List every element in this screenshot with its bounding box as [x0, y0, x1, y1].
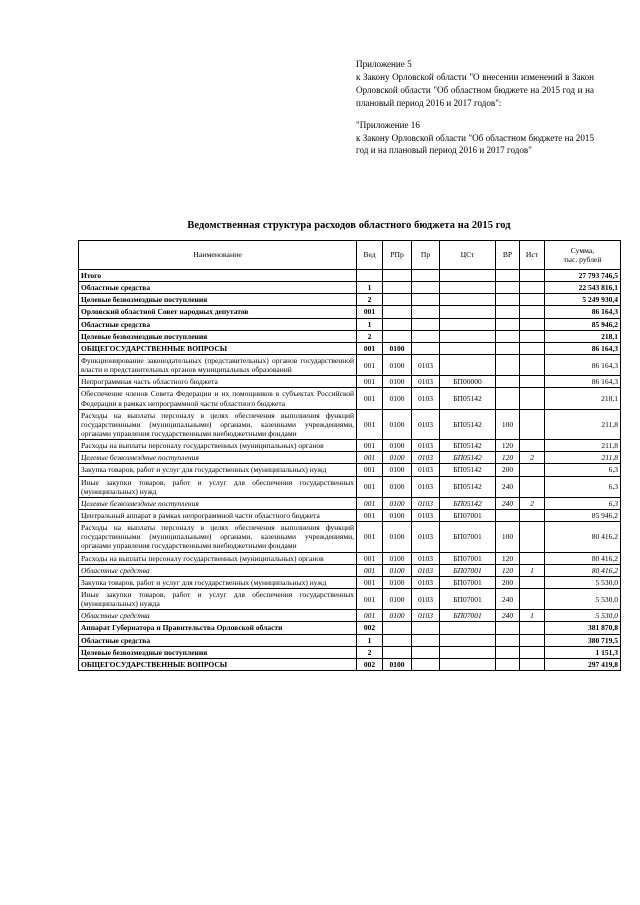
column-header-rpr: РПр: [383, 241, 412, 270]
cell-pr: 0103: [412, 464, 440, 476]
column-header-ved: Вед: [357, 241, 383, 270]
cell-pr: 0103: [412, 354, 440, 375]
cell-ist: [520, 440, 545, 452]
cell-name: Расходы на выплаты персоналу в целях обеспечения выполнения функций государственными (муниципальными) органами, казенными учреждениями, органами управления государственными внебюджетными фондами: [79, 409, 357, 439]
cell-rpr: 0100: [383, 476, 412, 497]
table-row: [79, 318, 621, 330]
cell-name: Обеспечение членов Совета Федерации и их помощников в субъектах Российской Федерации в рамках непрограммной части областного бюджета: [79, 388, 357, 409]
cell-ved: 1: [357, 282, 383, 294]
appendix-reference-1: [356, 58, 594, 110]
cell-rpr: 0100: [383, 354, 412, 375]
cell-pr: 0103: [412, 440, 440, 452]
cell-vr: [496, 342, 520, 354]
cell-pr: 0103: [412, 409, 440, 439]
cell-name: Центральный аппарат в рамках непрограммной части областного бюджета: [79, 509, 357, 521]
cell-rpr: 0100: [383, 409, 412, 439]
table-row: [79, 509, 621, 521]
cell-vr: [496, 509, 520, 521]
cell-cst: БП05142: [440, 476, 496, 497]
cell-cst: БП05142: [440, 388, 496, 409]
cell-pr: [412, 282, 440, 294]
cell-ved: 001: [357, 588, 383, 609]
cell-pr: 0103: [412, 610, 440, 622]
cell-vr: [496, 376, 520, 388]
table-row: [79, 476, 621, 497]
cell-rpr: [383, 306, 412, 318]
cell-name: Областные средства: [79, 564, 357, 576]
column-header-cst: ЦСт: [440, 241, 496, 270]
cell-rpr: 0100: [383, 588, 412, 609]
cell-sum: 86 164,3: [545, 342, 621, 354]
cell-rpr: 0100: [383, 658, 412, 670]
cell-sum: 6,3: [545, 497, 621, 509]
cell-ved: 001: [357, 564, 383, 576]
cell-name: Целевые безвозмездные поступления: [79, 330, 357, 342]
column-header-sum-line1: Сумма,: [570, 245, 595, 255]
cell-name: Закупка товаров, работ и услуг для государственных (муниципальных) нужд: [79, 464, 357, 476]
cell-pr: [412, 658, 440, 670]
cell-cst: [440, 282, 496, 294]
column-header-pr: Пр: [412, 241, 440, 270]
cell-ved: 001: [357, 342, 383, 354]
cell-vr: [496, 270, 520, 282]
cell-ist: [520, 622, 545, 634]
cell-vr: [496, 354, 520, 375]
table-header: [79, 241, 621, 270]
cell-name: Целевые безвозмездные поступления: [79, 452, 357, 464]
cell-sum: 211,8: [545, 452, 621, 464]
cell-cst: БП07001: [440, 552, 496, 564]
cell-vr: 120: [496, 564, 520, 576]
cell-sum: 380 719,5: [545, 634, 621, 646]
cell-name: Непрограммная часть областного бюджета: [79, 376, 357, 388]
cell-ved: 001: [357, 497, 383, 509]
cell-sum: 211,8: [545, 409, 621, 439]
cell-ved: 001: [357, 388, 383, 409]
cell-cst: [440, 622, 496, 634]
cell-rpr: [383, 294, 412, 306]
cell-ist: [520, 354, 545, 375]
cell-vr: [496, 622, 520, 634]
cell-pr: [412, 330, 440, 342]
cell-vr: [496, 658, 520, 670]
table-row: [79, 440, 621, 452]
cell-cst: БП05142: [440, 409, 496, 439]
cell-ved: 001: [357, 440, 383, 452]
cell-vr: [496, 318, 520, 330]
cell-ist: [520, 330, 545, 342]
cell-ved: 001: [357, 409, 383, 439]
cell-ist: [520, 306, 545, 318]
cell-ved: 001: [357, 610, 383, 622]
cell-sum: 6,3: [545, 464, 621, 476]
table-header-row: [79, 241, 621, 270]
cell-ist: 1: [520, 564, 545, 576]
column-header-sum-line2: тыс. рублей: [563, 255, 602, 264]
cell-name: Областные средства: [79, 282, 357, 294]
cell-name: Иные закупки товаров, работ и услуг для обеспечения государственных (муниципальных) нужд: [79, 476, 357, 497]
table-row: [79, 576, 621, 588]
cell-vr: 100: [496, 409, 520, 439]
cell-cst: БП07001: [440, 588, 496, 609]
cell-rpr: [383, 282, 412, 294]
cell-sum: 86 164,3: [545, 306, 621, 318]
cell-sum: 218,1: [545, 330, 621, 342]
cell-rpr: [383, 634, 412, 646]
appendix-2-title: "Приложение 16: [356, 119, 420, 130]
cell-name: Целевые безвозмездные поступления: [79, 646, 357, 658]
cell-name: ОБЩЕГОСУДАРСТВЕННЫЕ ВОПРОСЫ: [79, 658, 357, 670]
cell-pr: 0103: [412, 388, 440, 409]
cell-sum: 297 419,8: [545, 658, 621, 670]
table-row: [79, 464, 621, 476]
cell-vr: [496, 306, 520, 318]
cell-rpr: 0100: [383, 440, 412, 452]
cell-rpr: [383, 330, 412, 342]
cell-name: Орловский областной Совет народных депутатов: [79, 306, 357, 318]
table-row: [79, 376, 621, 388]
table-row: [79, 354, 621, 375]
table-title: Ведомственная структура расходов областного бюджета на 2015 год: [187, 220, 511, 231]
cell-ist: [520, 388, 545, 409]
cell-ved: 001: [357, 452, 383, 464]
cell-rpr: 0100: [383, 376, 412, 388]
cell-sum: 218,1: [545, 388, 621, 409]
table-row: [79, 342, 621, 354]
cell-pr: 0103: [412, 509, 440, 521]
cell-ist: 2: [520, 452, 545, 464]
cell-sum: 85 946,2: [545, 509, 621, 521]
table-row: [79, 552, 621, 564]
cell-pr: 0103: [412, 576, 440, 588]
cell-vr: [496, 294, 520, 306]
cell-cst: БП05142: [440, 464, 496, 476]
cell-sum: 27 793 746,5: [545, 270, 621, 282]
cell-pr: [412, 342, 440, 354]
cell-cst: [440, 330, 496, 342]
cell-vr: [496, 282, 520, 294]
cell-pr: [412, 294, 440, 306]
cell-sum: 5 530,0: [545, 610, 621, 622]
cell-sum: 86 164,3: [545, 376, 621, 388]
table-row: [79, 282, 621, 294]
cell-ved: 002: [357, 622, 383, 634]
cell-ved: 001: [357, 464, 383, 476]
cell-ist: [520, 576, 545, 588]
table-row: [79, 306, 621, 318]
cell-sum: 381 870,8: [545, 622, 621, 634]
column-header-name: Наименование: [79, 241, 357, 270]
cell-vr: [496, 388, 520, 409]
cell-ved: 001: [357, 306, 383, 318]
cell-vr: 120: [496, 440, 520, 452]
cell-sum: 80 416,2: [545, 552, 621, 564]
table-row: [79, 452, 621, 464]
cell-ved: 001: [357, 576, 383, 588]
cell-ved: 002: [357, 658, 383, 670]
cell-pr: 0103: [412, 452, 440, 464]
cell-ist: [520, 318, 545, 330]
cell-name: Областные средства: [79, 318, 357, 330]
cell-rpr: [383, 270, 412, 282]
cell-cst: БП07001: [440, 509, 496, 521]
cell-name: Целевые безвозмездные поступления: [79, 294, 357, 306]
column-header-vr: ВР: [496, 241, 520, 270]
column-header-sum: [545, 241, 621, 270]
cell-sum: 22 543 816,1: [545, 282, 621, 294]
budget-expenditure-table: [78, 240, 621, 671]
cell-pr: 0103: [412, 376, 440, 388]
cell-ist: [520, 658, 545, 670]
appendix-1-body: к Закону Орловской области "О внесении изменений в Закон Орловской области "Об областном бюджете на 2015 год и на плановый период 2016 и 2017 годов":: [356, 71, 594, 108]
cell-ist: [520, 464, 545, 476]
cell-sum: 85 946,2: [545, 318, 621, 330]
cell-name: Итого: [79, 270, 357, 282]
cell-name: Расходы на выплаты персоналу государственных (муниципальных) органов: [79, 552, 357, 564]
cell-name: Расходы на выплаты персоналу государственных (муниципальных) органов: [79, 440, 357, 452]
cell-ist: [520, 646, 545, 658]
cell-vr: 120: [496, 452, 520, 464]
cell-cst: [440, 270, 496, 282]
cell-ved: 001: [357, 376, 383, 388]
cell-rpr: 0100: [383, 452, 412, 464]
cell-vr: 240: [496, 497, 520, 509]
cell-pr: 0103: [412, 476, 440, 497]
cell-pr: 0103: [412, 522, 440, 552]
cell-rpr: 0100: [383, 564, 412, 576]
cell-rpr: 0100: [383, 509, 412, 521]
cell-rpr: 0100: [383, 522, 412, 552]
cell-cst: БП07001: [440, 576, 496, 588]
cell-ist: [520, 270, 545, 282]
cell-cst: [440, 634, 496, 646]
cell-cst: БП05142: [440, 497, 496, 509]
cell-name: Областные средства: [79, 610, 357, 622]
cell-cst: БП00000: [440, 376, 496, 388]
table-row: [79, 497, 621, 509]
cell-cst: [440, 354, 496, 375]
cell-ved: 2: [357, 294, 383, 306]
cell-ved: 001: [357, 354, 383, 375]
cell-sum: 80 416,2: [545, 564, 621, 576]
cell-cst: [440, 306, 496, 318]
cell-vr: 240: [496, 588, 520, 609]
cell-pr: 0103: [412, 588, 440, 609]
cell-vr: 120: [496, 552, 520, 564]
cell-sum: 80 416,2: [545, 522, 621, 552]
cell-cst: [440, 318, 496, 330]
cell-vr: 200: [496, 576, 520, 588]
cell-pr: 0103: [412, 552, 440, 564]
cell-ved: 2: [357, 646, 383, 658]
cell-ved: [357, 270, 383, 282]
cell-sum: 86 164,3: [545, 354, 621, 375]
cell-cst: БП07001: [440, 610, 496, 622]
cell-name: Закупка товаров, работ и услуг для государственных (муниципальных) нужд: [79, 576, 357, 588]
appendix-header: [356, 58, 594, 157]
table-row: [79, 564, 621, 576]
cell-ist: [520, 342, 545, 354]
cell-ved: 001: [357, 522, 383, 552]
cell-ist: [520, 376, 545, 388]
cell-rpr: [383, 622, 412, 634]
cell-ist: 1: [520, 610, 545, 622]
cell-pr: [412, 270, 440, 282]
cell-rpr: 0100: [383, 497, 412, 509]
cell-vr: [496, 634, 520, 646]
cell-pr: [412, 646, 440, 658]
cell-ist: [520, 476, 545, 497]
appendix-2-body: к Закону Орловской области "Об областном бюджете на 2015 год и на плановый период 2016 и 2017 годов": [356, 132, 594, 156]
cell-sum: 5 249 930,4: [545, 294, 621, 306]
cell-rpr: [383, 646, 412, 658]
cell-vr: [496, 646, 520, 658]
table-row: [79, 330, 621, 342]
cell-pr: [412, 634, 440, 646]
table-row: [79, 588, 621, 609]
table-row: [79, 409, 621, 439]
cell-ist: [520, 409, 545, 439]
table-row: [79, 634, 621, 646]
cell-ved: 2: [357, 330, 383, 342]
table-row: [79, 610, 621, 622]
cell-vr: 200: [496, 464, 520, 476]
cell-ist: [520, 552, 545, 564]
cell-ist: [520, 509, 545, 521]
cell-name: Расходы на выплаты персоналу в целях обеспечения выполнения функций государственными (муниципальными) органами, казенными учреждениями, органами управления государственными внебюджетными фондами: [79, 522, 357, 552]
cell-rpr: [383, 318, 412, 330]
cell-ist: [520, 522, 545, 552]
cell-ved: 001: [357, 552, 383, 564]
appendix-reference-2: [356, 119, 594, 158]
cell-rpr: 0100: [383, 610, 412, 622]
cell-name: Аппарат Губернатора и Правительства Орловской области: [79, 622, 357, 634]
cell-vr: 240: [496, 610, 520, 622]
cell-sum: 6,3: [545, 476, 621, 497]
cell-name: Функционирование законодательных (представительных) органов государственной власти и представительных органов муниципальных образований: [79, 354, 357, 375]
cell-name: Целевые безвозмездные поступления: [79, 497, 357, 509]
cell-pr: 0103: [412, 564, 440, 576]
cell-ist: [520, 634, 545, 646]
cell-ist: [520, 588, 545, 609]
table-row: [79, 658, 621, 670]
cell-ved: 001: [357, 509, 383, 521]
cell-rpr: 0100: [383, 576, 412, 588]
table-row: [79, 270, 621, 282]
table-row: [79, 622, 621, 634]
cell-name: Иные закупки товаров, работ и услуг для обеспечения государственных (муниципальных) нужда: [79, 588, 357, 609]
table-row: [79, 388, 621, 409]
cell-ist: [520, 282, 545, 294]
cell-name: Областные средства: [79, 634, 357, 646]
cell-vr: 240: [496, 476, 520, 497]
table-row: [79, 522, 621, 552]
cell-pr: [412, 306, 440, 318]
cell-cst: [440, 658, 496, 670]
cell-cst: БП05142: [440, 452, 496, 464]
cell-cst: БП07001: [440, 522, 496, 552]
cell-sum: 211,8: [545, 440, 621, 452]
cell-pr: [412, 318, 440, 330]
cell-cst: [440, 294, 496, 306]
cell-rpr: 0100: [383, 552, 412, 564]
table-body: [79, 270, 621, 671]
column-header-ist: Ист: [520, 241, 545, 270]
cell-ved: 1: [357, 634, 383, 646]
cell-pr: [412, 622, 440, 634]
cell-ved: 001: [357, 476, 383, 497]
cell-sum: 1 151,3: [545, 646, 621, 658]
table-row: [79, 646, 621, 658]
cell-vr: [496, 330, 520, 342]
cell-name: ОБЩЕГОСУДАРСТВЕННЫЕ ВОПРОСЫ: [79, 342, 357, 354]
cell-ved: 1: [357, 318, 383, 330]
cell-rpr: 0100: [383, 388, 412, 409]
cell-rpr: 0100: [383, 342, 412, 354]
cell-sum: 5 530,0: [545, 588, 621, 609]
table-row: [79, 294, 621, 306]
cell-vr: 100: [496, 522, 520, 552]
cell-cst: [440, 342, 496, 354]
cell-pr: 0103: [412, 497, 440, 509]
cell-cst: БП05142: [440, 440, 496, 452]
cell-ist: 2: [520, 497, 545, 509]
cell-cst: БП07001: [440, 564, 496, 576]
appendix-1-title: Приложение 5: [356, 59, 412, 69]
cell-rpr: 0100: [383, 464, 412, 476]
cell-cst: [440, 646, 496, 658]
cell-ist: [520, 294, 545, 306]
cell-sum: 5 530,0: [545, 576, 621, 588]
